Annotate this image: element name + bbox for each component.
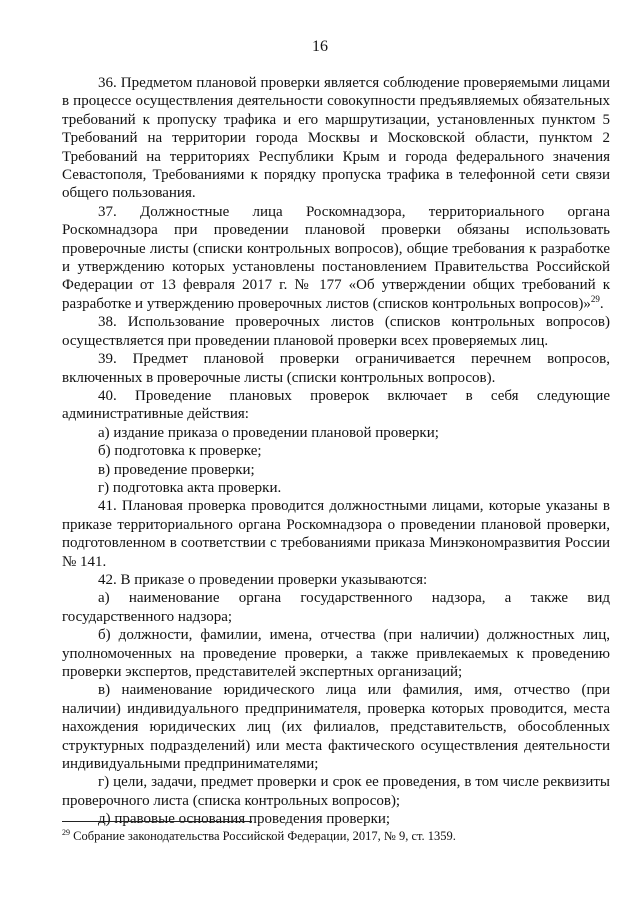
list-item-42g: г) цели, задачи, предмет проверки и срок ее проведения, в том числе реквизиты проверочного листа (списка контрольных вопросов);: [62, 774, 610, 809]
list-item-a: а) издание приказа о проведении плановой проверки;: [98, 424, 439, 441]
paragraph-37-end: .: [599, 295, 604, 312]
footnote-ref-29[interactable]: 29: [590, 293, 600, 304]
list-item-42v: в) наименование юридического лица или фамилия, имя, отчество (при наличии) индивидуального предпринимателя, проверка которых проводится, места нахождения юридических лиц (их филиалов, представительств, обособленных структурных подразделений) или места фактического осуществления деятельности индивидуальными предпринимателями;: [62, 682, 610, 773]
list-item-b: б) подготовка к проверке;: [98, 443, 262, 460]
list-item-42d: д) правовые основания проведения проверки;: [98, 811, 391, 828]
paragraph-36: 36. Предметом плановой проверки является соблюдение проверяемыми лицами в процессе осуществления деятельности совокупности предъявляемых обязательных требований к пропуску трафика и его маршрутизации, установленных пунктом 5 Требований на территории города Москвы и Московской области, пунктом 2 Требований на территориях Республики Крым и города федерального значения Севастополя, Требованиями к порядку пропуска трафика в телефонной сети связи общего пользования.: [62, 75, 610, 202]
paragraph-37: [62, 203, 610, 313]
footnote-29: [62, 829, 610, 844]
list-item-g: г) подготовка акта проверки.: [98, 479, 282, 496]
list-item-42a: а) наименование органа государственного надзора, а также вид государственного надзора;: [62, 590, 610, 625]
paragraph-42: 42. В приказе о проведении проверки указываются:: [98, 571, 428, 588]
paragraph-37-text: 37. Должностные лица Роскомнадзора, территориального органа Роскомнадзора при проведении плановой проверки обязаны использовать проверочные листы (списки контрольных вопросов), общие требования к разработке и утверждению которых установлены постановлением Правительства Российской Федерации от 13 февраля 2017 г. № 177 «Об утверждении общих требований к разработке и утверждению проверочных листов (списков контрольных вопросов)»: [62, 203, 610, 312]
footnote-text: Собрание законодательства Российской Федерации, 2017, № 9, ст. 1359.: [70, 829, 456, 843]
footnote-divider: [62, 821, 252, 822]
paragraph-38: 38. Использование проверочных листов (списков контрольных вопросов) осуществляется при проведении плановой проверки всех проверяемых лиц.: [62, 314, 610, 349]
footnote-mark: 29: [62, 827, 70, 837]
paragraph-41: 41. Плановая проверка проводится должностными лицами, которые указаны в приказе территориального органа Роскомнадзора о проведении плановой проверки, подготовленном в соответствии с требованиями приказа Минэкономразвития России № 141.: [62, 498, 610, 570]
paragraph-39: 39. Предмет плановой проверки ограничивается перечнем вопросов, включенных в проверочные листы (списки контрольных вопросов).: [62, 351, 610, 386]
list-item-v: в) проведение проверки;: [98, 461, 255, 478]
paragraph-40: 40. Проведение плановых проверок включает в себя следующие административные действия:: [62, 387, 610, 423]
list-item-42b: б) должности, фамилии, имена, отчества (при наличии) должностных лиц, уполномоченных на проведение проверки, а также привлекаемых к проведению проверки экспертов, представителей экспертных организаций;: [62, 627, 610, 680]
page-number: 16: [312, 38, 328, 55]
document-body: [62, 74, 610, 829]
